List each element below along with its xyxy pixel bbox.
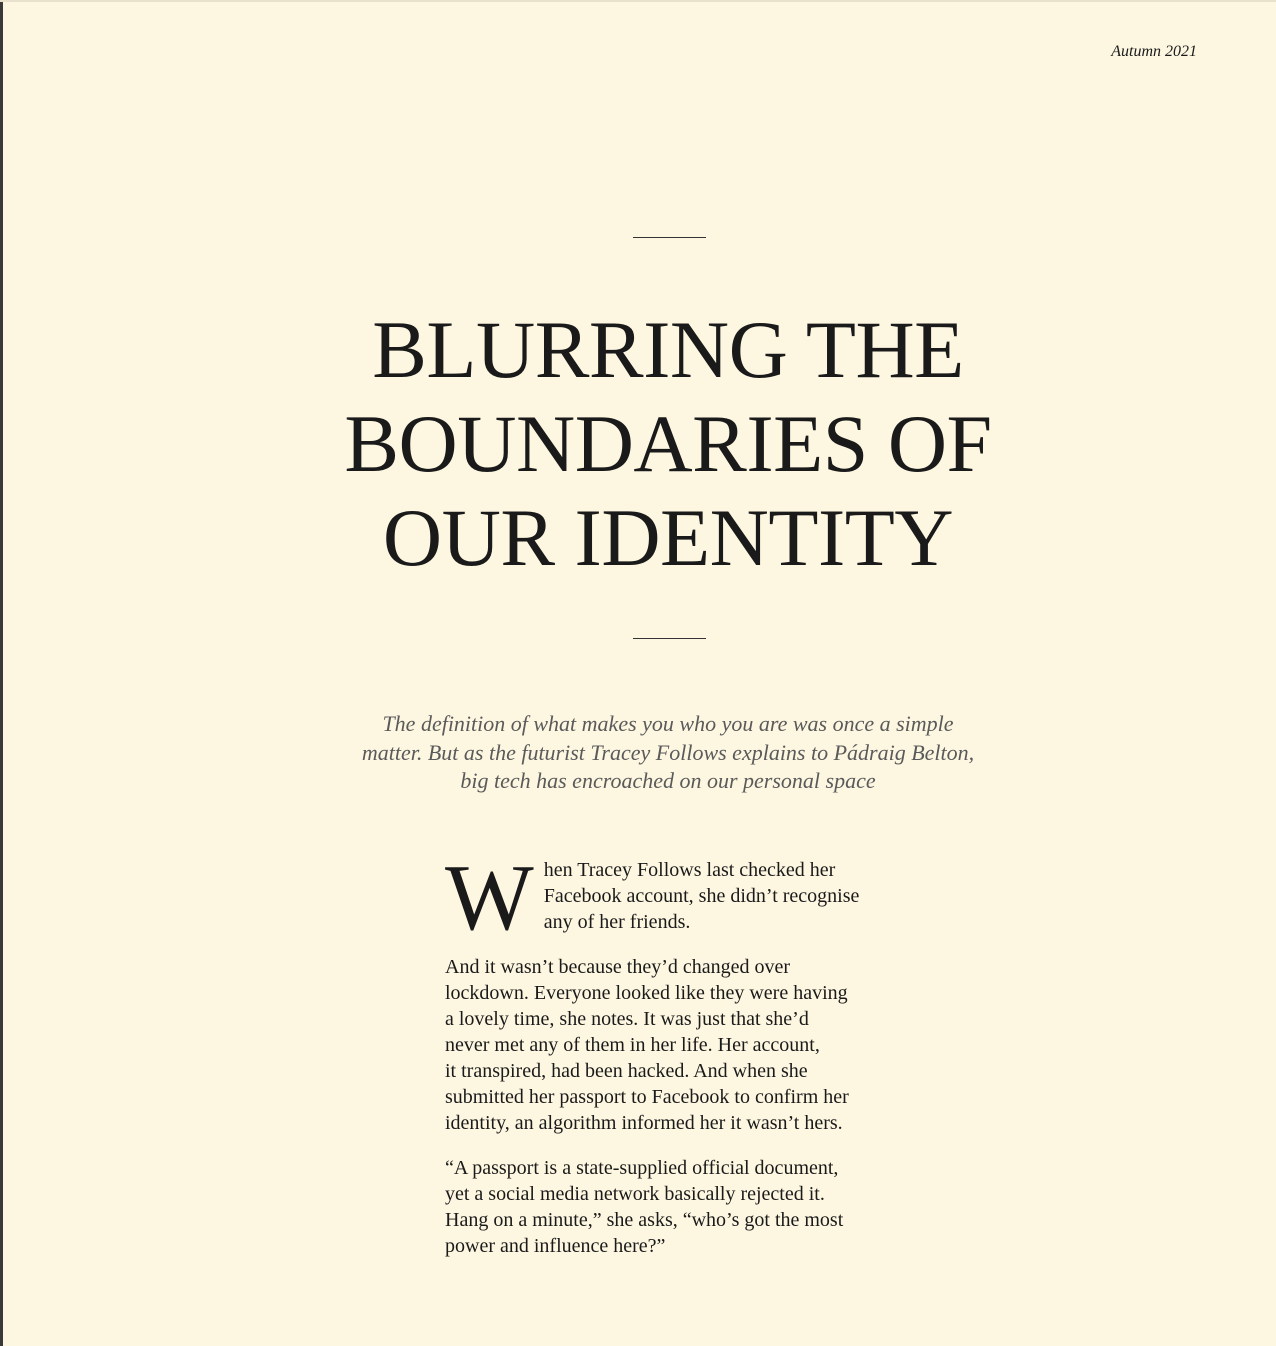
page-top-edge [0,0,1276,2]
body-line: any of her friends. [543,911,691,933]
body-line: lockdown. Everyone looked like they were having [445,982,848,1004]
article-title [300,303,1036,585]
title-line: OUR IDENTITY [382,492,954,583]
body-line: never met any of them in her life. Her account, [445,1034,820,1056]
standfirst-line: big tech has encroached on our personal space [460,768,876,793]
paragraph-1 [445,846,897,950]
drop-cap: W [445,846,534,950]
body-line: yet a social media network basically rejected it. [445,1183,825,1205]
standfirst-line: The definition of what makes you who you are was once a simple [382,711,954,736]
body-line: it transpired, had been hacked. And when she [445,1060,808,1082]
body-line: “A passport is a state-supplied official document, [445,1157,839,1179]
body-line: identity, an algorithm informed her it wasn’t hers. [445,1112,843,1134]
title-rule-bottom [633,638,706,639]
body-line: hen Tracey Follows last checked her [543,859,836,881]
body-line: Hang on a minute,” she asks, “who’s got the most [445,1209,844,1231]
issue-label: Autumn 2021 [1111,43,1197,60]
standfirst [300,710,1036,796]
title-line: BLURRING THE [372,304,964,395]
standfirst-line: matter. But as the futurist Tracey Follows explains to Pádraig Belton, [361,739,975,765]
body-line: Facebook account, she didn’t recognise [543,885,860,907]
article-body [445,846,897,1278]
page-edge [0,0,3,1346]
title-rule-top [633,237,706,238]
paragraph-3 [445,1155,897,1259]
body-line: submitted her passport to Facebook to confirm her [445,1086,849,1108]
body-line: a lovely time, she notes. It was just that she’d [445,1008,809,1030]
body-line: And it wasn’t because they’d changed over [445,956,791,978]
body-line: power and influence here?” [445,1235,666,1257]
title-line: BOUNDARIES OF [344,398,992,489]
paragraph-2 [445,954,897,1136]
